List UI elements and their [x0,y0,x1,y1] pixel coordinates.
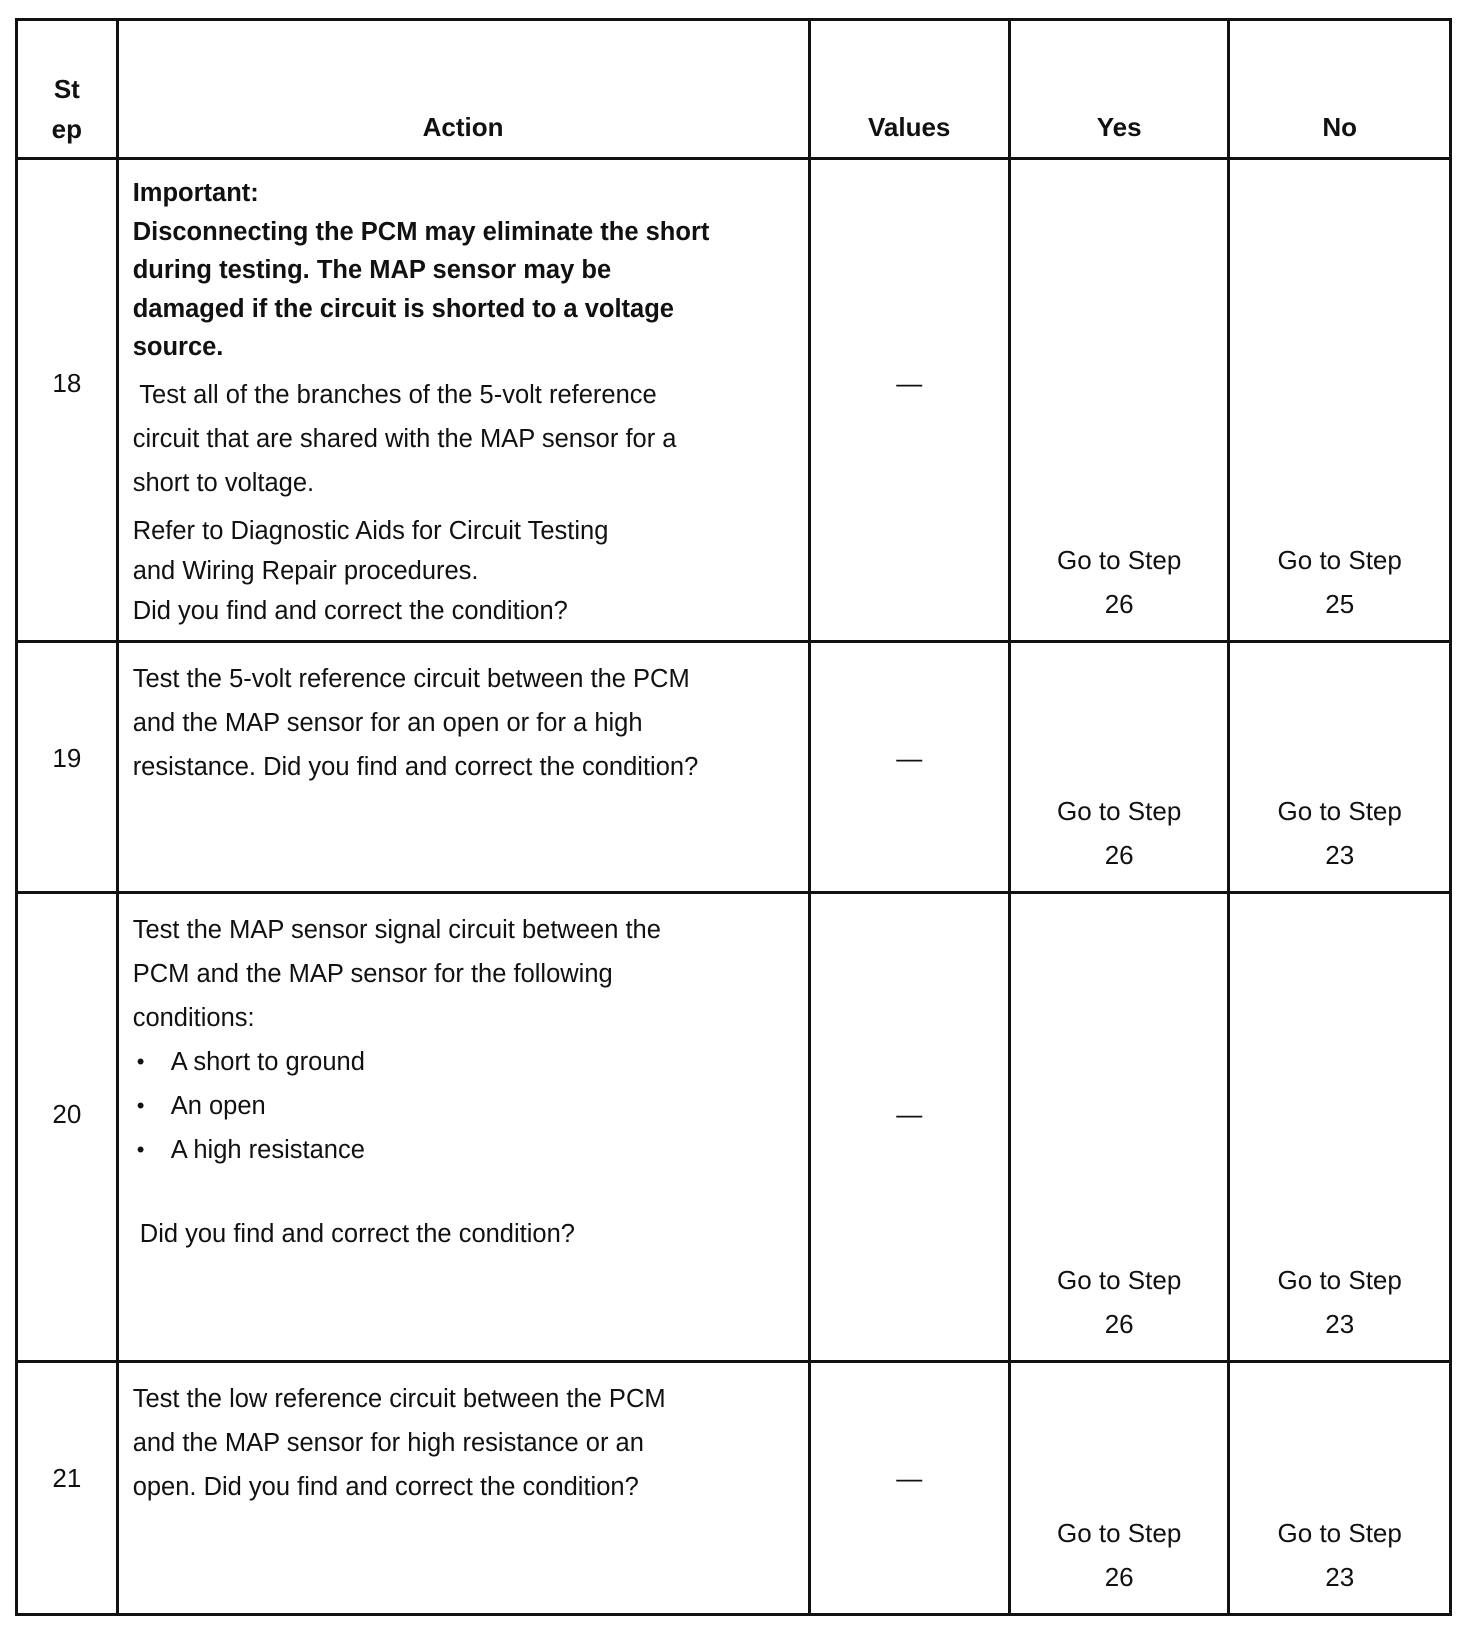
no-goto: Go to Step 23 [1277,1265,1402,1339]
action-cell: Important: Disconnecting the PCM may eliminate the short during testing. The MAP sensor may be damaged if the circuit is shorted to a voltage source. Test all of the branches of the 5-volt reference circuit that are shared with the MAP sensor for a short to voltage. Refer to Diagnostic Aids for Circuit Testing and Wiring Repair procedures. Did you find and correct the condition? [117,159,809,642]
step-number: 21 [52,1463,82,1493]
diagnostic-table [15,18,1452,1616]
yes-cell [1009,159,1229,642]
table-row [17,893,1451,1362]
step-number: 19 [52,743,82,773]
step-number: 20 [52,1099,82,1129]
no-cell [1229,893,1451,1362]
important-note: Important: Disconnecting the PCM may eliminate the short during testing. The MAP sensor may be damaged if the circuit is shorted to a voltage source. [133,174,796,367]
step-cell [17,893,118,1362]
action-cell: Test the low reference circuit between the PCM and the MAP sensor for high resistance or an open. Did you find and correct the condition? [117,1362,809,1615]
values-cell: — [809,159,1009,642]
values-cell: — [809,893,1009,1362]
header-yes: Yes [1009,20,1229,159]
step-cell [17,1362,118,1615]
yes-cell [1009,893,1229,1362]
table-row [17,159,1451,642]
header-action: Action [117,20,809,159]
yes-goto: Go to Step 26 [1056,796,1182,870]
values-cell: — [809,642,1009,893]
action-cell: Test the 5-volt reference circuit between the PCM and the MAP sensor for an open or for a high resistance. Did you find and correct the condition? [117,642,809,893]
no-cell [1229,642,1451,893]
header-row [17,20,1451,159]
header-no: No [1229,20,1451,159]
list-item: • A short to ground [136,1048,365,1076]
yes-goto: Go to Step 26 [1056,1265,1182,1339]
step-cell [17,159,118,642]
step-cell [17,642,118,893]
list-item: • A high resistance [136,1136,365,1164]
yes-cell [1009,1362,1229,1615]
no-goto: Go to Step 25 [1277,545,1402,619]
no-goto: Go to Step 23 [1277,796,1402,870]
step-number: 18 [52,368,82,398]
no-cell [1229,159,1451,642]
yes-goto: Go to Step 26 [1056,545,1182,619]
yes-goto: Go to Step 26 [1056,1518,1182,1592]
action-cell: Test the MAP sensor signal circuit between the PCM and the MAP sensor for the following conditions: • A short to ground • An open • A high resistance Did you find and correct the condition? [117,893,809,1362]
no-goto: Go to Step 23 [1277,1518,1402,1592]
values-cell: — [809,1362,1009,1615]
no-cell [1229,1362,1451,1615]
important-label: Important: [132,179,259,207]
table-row [17,1362,1451,1615]
condition-list [133,1040,796,1172]
yes-cell [1009,642,1229,893]
table-row [17,642,1451,893]
header-values: Values [809,20,1009,159]
list-item: • An open [136,1092,266,1120]
header-step: St ep [17,20,118,159]
